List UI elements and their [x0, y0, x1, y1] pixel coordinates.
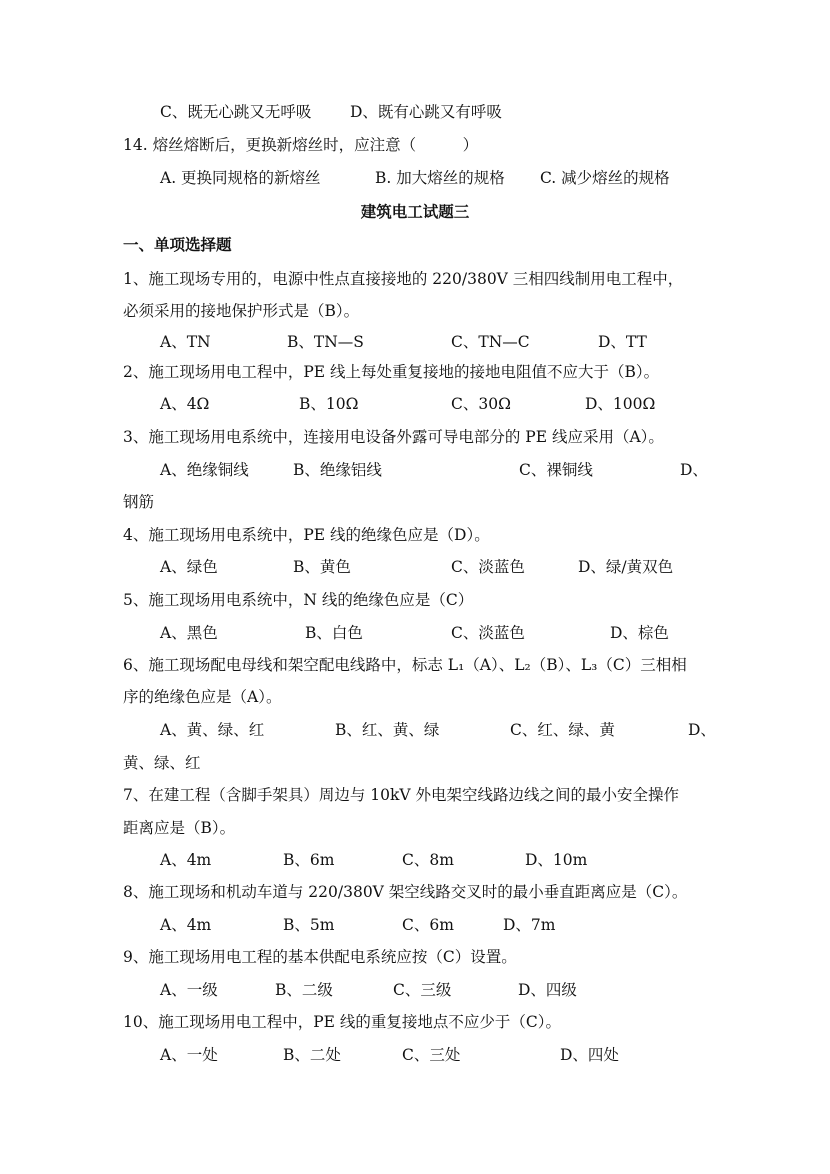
answer-option: A、绝缘铜线: [160, 461, 249, 479]
question-text: 黄、绿、红: [123, 754, 201, 772]
answer-option: C、TN—C: [451, 333, 530, 351]
answer-option: C. 减少熔丝的规格: [540, 169, 670, 187]
answer-option: C、30Ω: [451, 395, 511, 413]
answer-option: A、黄、绿、红: [160, 721, 265, 739]
answer-option: C、裸铜线: [519, 461, 593, 479]
answer-option: D、绿/黄双色: [578, 558, 674, 576]
question-text: 必须采用的接地保护形式是（B）。: [123, 302, 360, 320]
question-text: 距离应是（B）。: [123, 819, 236, 837]
answer-option: B. 加大熔丝的规格: [375, 169, 505, 187]
answer-option: D、: [680, 461, 708, 479]
answer-option: A. 更换同规格的新熔丝: [160, 169, 321, 187]
answer-option: B、黄色: [293, 558, 351, 576]
answer-option: A、4Ω: [160, 395, 210, 413]
question-text: 8、施工现场和机动车道与 220/380V 架空线路交叉时的最小垂直距离应是（C）。: [123, 883, 688, 901]
question-text: 2、施工现场用电工程中，PE 线上每处重复接地的接地电阻值不应大于（B）。: [123, 363, 660, 381]
section-title: 建筑电工试题三: [360, 203, 470, 221]
question-text: 14. 熔丝熔断后，更换新熔丝时，应注意（ ）: [123, 136, 479, 154]
answer-option: A、4m: [160, 851, 212, 869]
answer-option: A、黑色: [160, 624, 218, 642]
answer-option: B、红、黄、绿: [335, 721, 440, 739]
answer-option: C、淡蓝色: [451, 624, 525, 642]
question-text: 3、施工现场用电系统中，连接用电设备外露可导电部分的 PE 线应采用（A）。: [123, 428, 664, 446]
answer-option: C、8m: [402, 851, 454, 869]
answer-option: C、淡蓝色: [451, 558, 525, 576]
answer-option: B、6m: [283, 851, 335, 869]
question-text: 9、施工现场用电工程的基本供配电系统应按（C）设置。: [123, 948, 517, 966]
question-text: 5、施工现场用电系统中，N 线的绝缘色应是（C）: [123, 591, 474, 609]
answer-option: B、白色: [305, 624, 363, 642]
answer-option: C、6m: [402, 916, 454, 934]
answer-option: D、10m: [525, 851, 588, 869]
answer-option: B、二处: [283, 1046, 341, 1064]
answer-option: D、7m: [503, 916, 556, 934]
question-text: 7、在建工程（含脚手架具）周边与 10kV 外电架空线路边线之间的最小安全操作: [123, 786, 680, 804]
answer-option: A、4m: [160, 916, 212, 934]
answer-option: B、二级: [275, 981, 333, 999]
answer-option: A、绿色: [160, 558, 218, 576]
answer-option: C、三级: [393, 981, 452, 999]
question-text: 序的绝缘色应是（A）。: [123, 688, 282, 706]
answer-option: D、100Ω: [585, 395, 656, 413]
answer-option: C、三处: [402, 1046, 461, 1064]
answer-option: D、TT: [598, 333, 647, 351]
answer-option: B、10Ω: [299, 395, 359, 413]
question-text: 1、施工现场专用的，电源中性点直接接地的 220/380V 三相四线制用电工程中，: [123, 270, 684, 288]
question-text: 6、施工现场配电母线和架空配电线路中，标志 L₁（A）、L₂（B）、L₃（C）三相相: [123, 656, 687, 674]
answer-option: A、一处: [160, 1046, 218, 1064]
answer-option: A、一级: [160, 981, 218, 999]
answer-option: A、TN: [160, 333, 211, 351]
answer-option: B、5m: [283, 916, 335, 934]
question-text: 4、施工现场用电系统中，PE 线的绝缘色应是（D）。: [123, 526, 490, 544]
answer-option: B、TN—S: [287, 333, 364, 351]
answer-option: C、既无心跳又无呼吸: [160, 103, 312, 121]
answer-option: D、既有心跳又有呼吸: [350, 103, 502, 121]
answer-option: D、四处: [560, 1046, 619, 1064]
answer-option: B、绝缘铝线: [293, 461, 382, 479]
section-heading: 一、单项选择题: [123, 236, 232, 254]
answer-option: C、红、绿、黄: [510, 721, 615, 739]
answer-option: D、: [688, 721, 716, 739]
question-text: 钢筋: [123, 493, 155, 511]
question-text: 10、施工现场用电工程中，PE 线的重复接地点不应少于（C）。: [123, 1013, 562, 1031]
answer-option: D、四级: [518, 981, 577, 999]
answer-option: D、棕色: [610, 624, 669, 642]
